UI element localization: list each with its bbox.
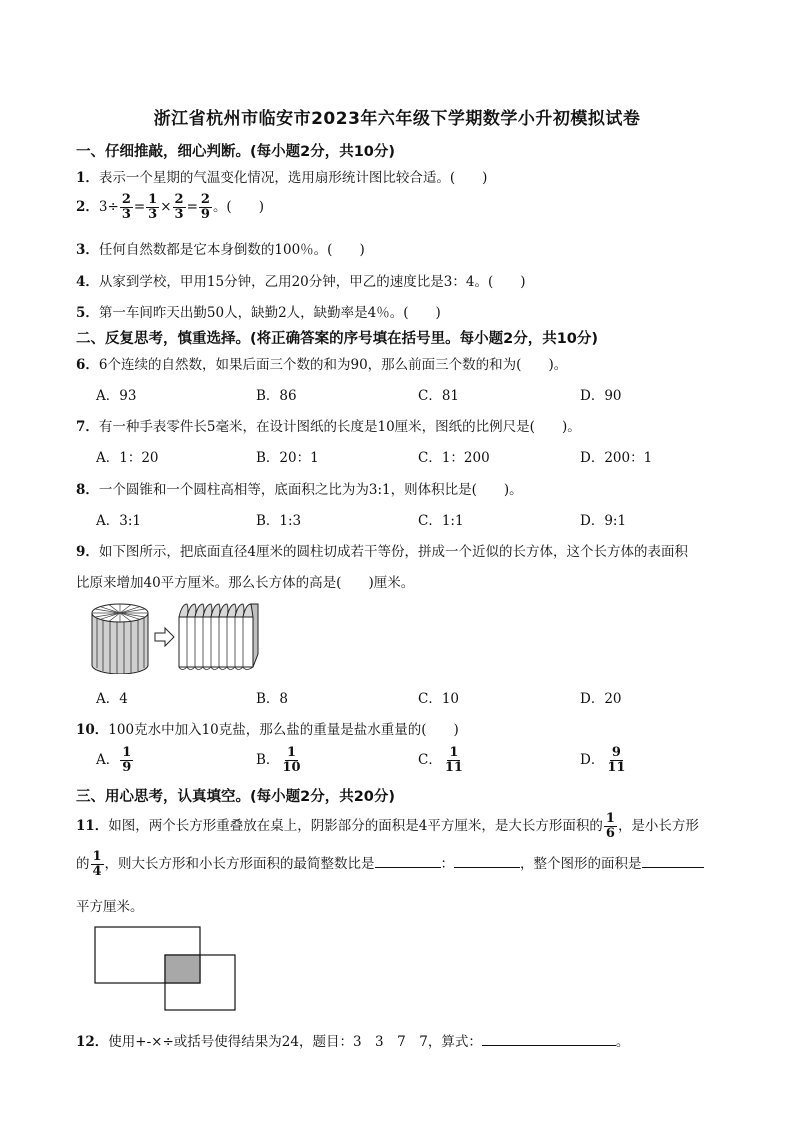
option-b: B．86	[256, 388, 297, 404]
option-b: B．20：1	[256, 450, 319, 466]
question-number: 10．	[76, 722, 109, 738]
question-11-line-3: 平方厘米。	[76, 899, 144, 915]
denominator: 3	[174, 207, 184, 222]
question-2	[76, 193, 264, 222]
cuboid-figure	[179, 604, 258, 670]
question-text: 如下图所示，把底面直径4厘米的圆柱切成若干等份，拼成一个近似的长方体，这个长方体的表面积	[98, 544, 688, 560]
page-title: 浙江省杭州市临安市2023年六年级下学期数学小升初模拟试卷	[153, 109, 641, 129]
denominator: 3	[121, 207, 131, 222]
question-text: 如图，两个长方形重叠放在桌上，阴影部分的面积是4平方厘米，是大长方形面积的	[108, 818, 603, 834]
question-number: 12．	[76, 1034, 109, 1050]
question-number: 3．	[76, 242, 99, 258]
answer-blank[interactable]	[454, 853, 520, 868]
q2-prefix: 3÷	[98, 199, 119, 215]
numerator: 1	[92, 849, 102, 864]
question-number: 6．	[76, 357, 99, 373]
option-d: D．20	[580, 691, 622, 707]
question-9-options	[96, 687, 736, 707]
question-1	[76, 166, 487, 186]
fraction	[91, 850, 104, 879]
equals-sign: =	[186, 199, 198, 215]
cylinder-to-cuboid-figure	[88, 600, 268, 674]
option-c: C．81	[418, 388, 460, 404]
question-text: 使用+-×÷或括号使得结果为24，题目：3 3 7 7，算式：	[108, 1034, 482, 1050]
question-text: ，整个图形的面积是	[520, 856, 642, 872]
question-6-options	[96, 384, 736, 404]
fraction	[604, 812, 617, 841]
option-c: C．1:1	[418, 513, 464, 529]
option-d: D．9:1	[580, 513, 627, 529]
numerator: 1	[286, 745, 296, 760]
option-b: B．8	[256, 691, 289, 707]
denominator: 9	[200, 207, 210, 222]
numerator: 2	[174, 192, 184, 207]
question-6	[76, 353, 567, 373]
question-text: 有一种手表零件长5毫米，在设计图纸的长度是10厘米，图纸的比例尺是( )。	[98, 419, 581, 435]
question-12	[76, 1030, 629, 1050]
question-text: 表示一个星期的气温变化情况，选用扇形统计图比较合适。( )	[98, 170, 488, 186]
fraction	[443, 746, 465, 775]
times-sign: ×	[160, 199, 172, 215]
question-11-line-2	[76, 850, 704, 879]
question-number: 8．	[76, 482, 99, 498]
question-number: 1．	[76, 170, 99, 186]
question-text: ，则大长方形和小长方形面积的最简整数比是	[104, 856, 375, 872]
question-9-line-2: 比原来增加40平方厘米。那么长方体的高是( )厘米。	[76, 575, 415, 591]
section-3-heading: 三、用心思考，认真填空。(每小题2分，共20分)	[76, 789, 396, 805]
fraction	[199, 193, 212, 222]
option-d: D．200：1	[580, 450, 653, 466]
numerator: 1	[148, 192, 158, 207]
overlapping-rectangles-figure	[94, 926, 238, 1012]
numerator: 2	[200, 192, 210, 207]
denominator: 3	[148, 207, 158, 222]
question-8	[76, 478, 523, 498]
numerator: 1	[605, 811, 615, 826]
numerator: 1	[449, 745, 459, 760]
option-label: A．	[96, 752, 120, 768]
question-text: 100克水中加入10克盐，那么盐的重量是盐水重量的( )	[108, 722, 459, 738]
answer-blank[interactable]	[482, 1031, 616, 1046]
question-text: 一个圆锥和一个圆柱高相等，底面积之比为为3:1，则体积比是( )。	[98, 482, 523, 498]
option-a: A．93	[96, 388, 137, 404]
denominator: 6	[605, 826, 615, 841]
question-number: 2．	[76, 199, 99, 215]
option-d: D．90	[580, 388, 622, 404]
question-text: 从家到学校，甲用15分钟，乙用20分钟，甲乙的速度比是3：4。( )	[98, 274, 526, 290]
denominator: 11	[607, 760, 626, 775]
question-11	[76, 812, 699, 841]
option-a: A．1：20	[96, 450, 159, 466]
numerator: 9	[611, 745, 621, 760]
question-text: ，是小长方形	[617, 818, 699, 834]
option-b	[256, 746, 304, 775]
numerator: 1	[122, 745, 132, 760]
option-a: A．4	[96, 691, 128, 707]
question-4	[76, 270, 525, 290]
section-2-heading: 二、反复思考，慎重选择。(将正确答案的序号填在括号里。每小题2分，共10分)	[76, 331, 599, 347]
answer-blank[interactable]	[642, 853, 704, 868]
question-number: 4．	[76, 274, 99, 290]
question-number: 9．	[76, 544, 99, 560]
option-a	[96, 746, 134, 775]
question-number: 5．	[76, 305, 99, 321]
period: 。	[615, 1034, 630, 1050]
question-number: 7．	[76, 419, 99, 435]
option-c	[418, 746, 466, 775]
question-text: 的	[76, 856, 90, 872]
arrow-right-icon	[155, 628, 174, 646]
option-c: C．1：200	[418, 450, 490, 466]
fraction	[605, 746, 627, 775]
question-10	[76, 718, 459, 738]
denominator: 4	[92, 864, 102, 879]
denominator: 9	[122, 760, 132, 775]
question-7-options	[96, 446, 736, 466]
colon: ：	[440, 856, 455, 872]
question-8-options	[96, 509, 736, 529]
question-3	[76, 238, 365, 258]
fraction	[280, 746, 302, 775]
answer-blank[interactable]	[375, 853, 441, 868]
denominator: 10	[282, 760, 301, 775]
option-d	[580, 746, 628, 775]
option-label: D．	[580, 752, 605, 768]
question-text: 第一车间昨天出勤50人，缺勤2人，缺勤率是4％。( )	[98, 305, 441, 321]
question-number: 11．	[76, 818, 109, 834]
option-label: C．	[418, 752, 442, 768]
equals-sign: =	[133, 199, 146, 215]
numerator: 2	[121, 192, 131, 207]
option-c: C．10	[418, 691, 460, 707]
section-1-heading: 一、仔细推敲，细心判断。(每小题2分，共10分)	[76, 144, 396, 160]
option-b: B．1:3	[256, 513, 302, 529]
fraction	[146, 193, 159, 222]
fraction	[120, 193, 133, 222]
option-label: B．	[256, 752, 280, 768]
q2-suffix: 。( )	[212, 199, 264, 215]
cylinder-figure	[92, 604, 148, 674]
fraction	[120, 746, 133, 775]
question-9	[76, 540, 688, 560]
fraction	[173, 193, 186, 222]
shaded-overlap	[165, 955, 200, 983]
question-7	[76, 415, 581, 435]
question-5	[76, 301, 441, 321]
question-10-options	[96, 746, 736, 780]
option-a: A．3:1	[96, 513, 141, 529]
question-text: 任何自然数都是它本身倒数的100％。( )	[98, 242, 365, 258]
question-text: 6个连续的自然数，如果后面三个数的和为90，那么前面三个数的和为( )。	[98, 357, 568, 373]
denominator: 11	[444, 760, 463, 775]
